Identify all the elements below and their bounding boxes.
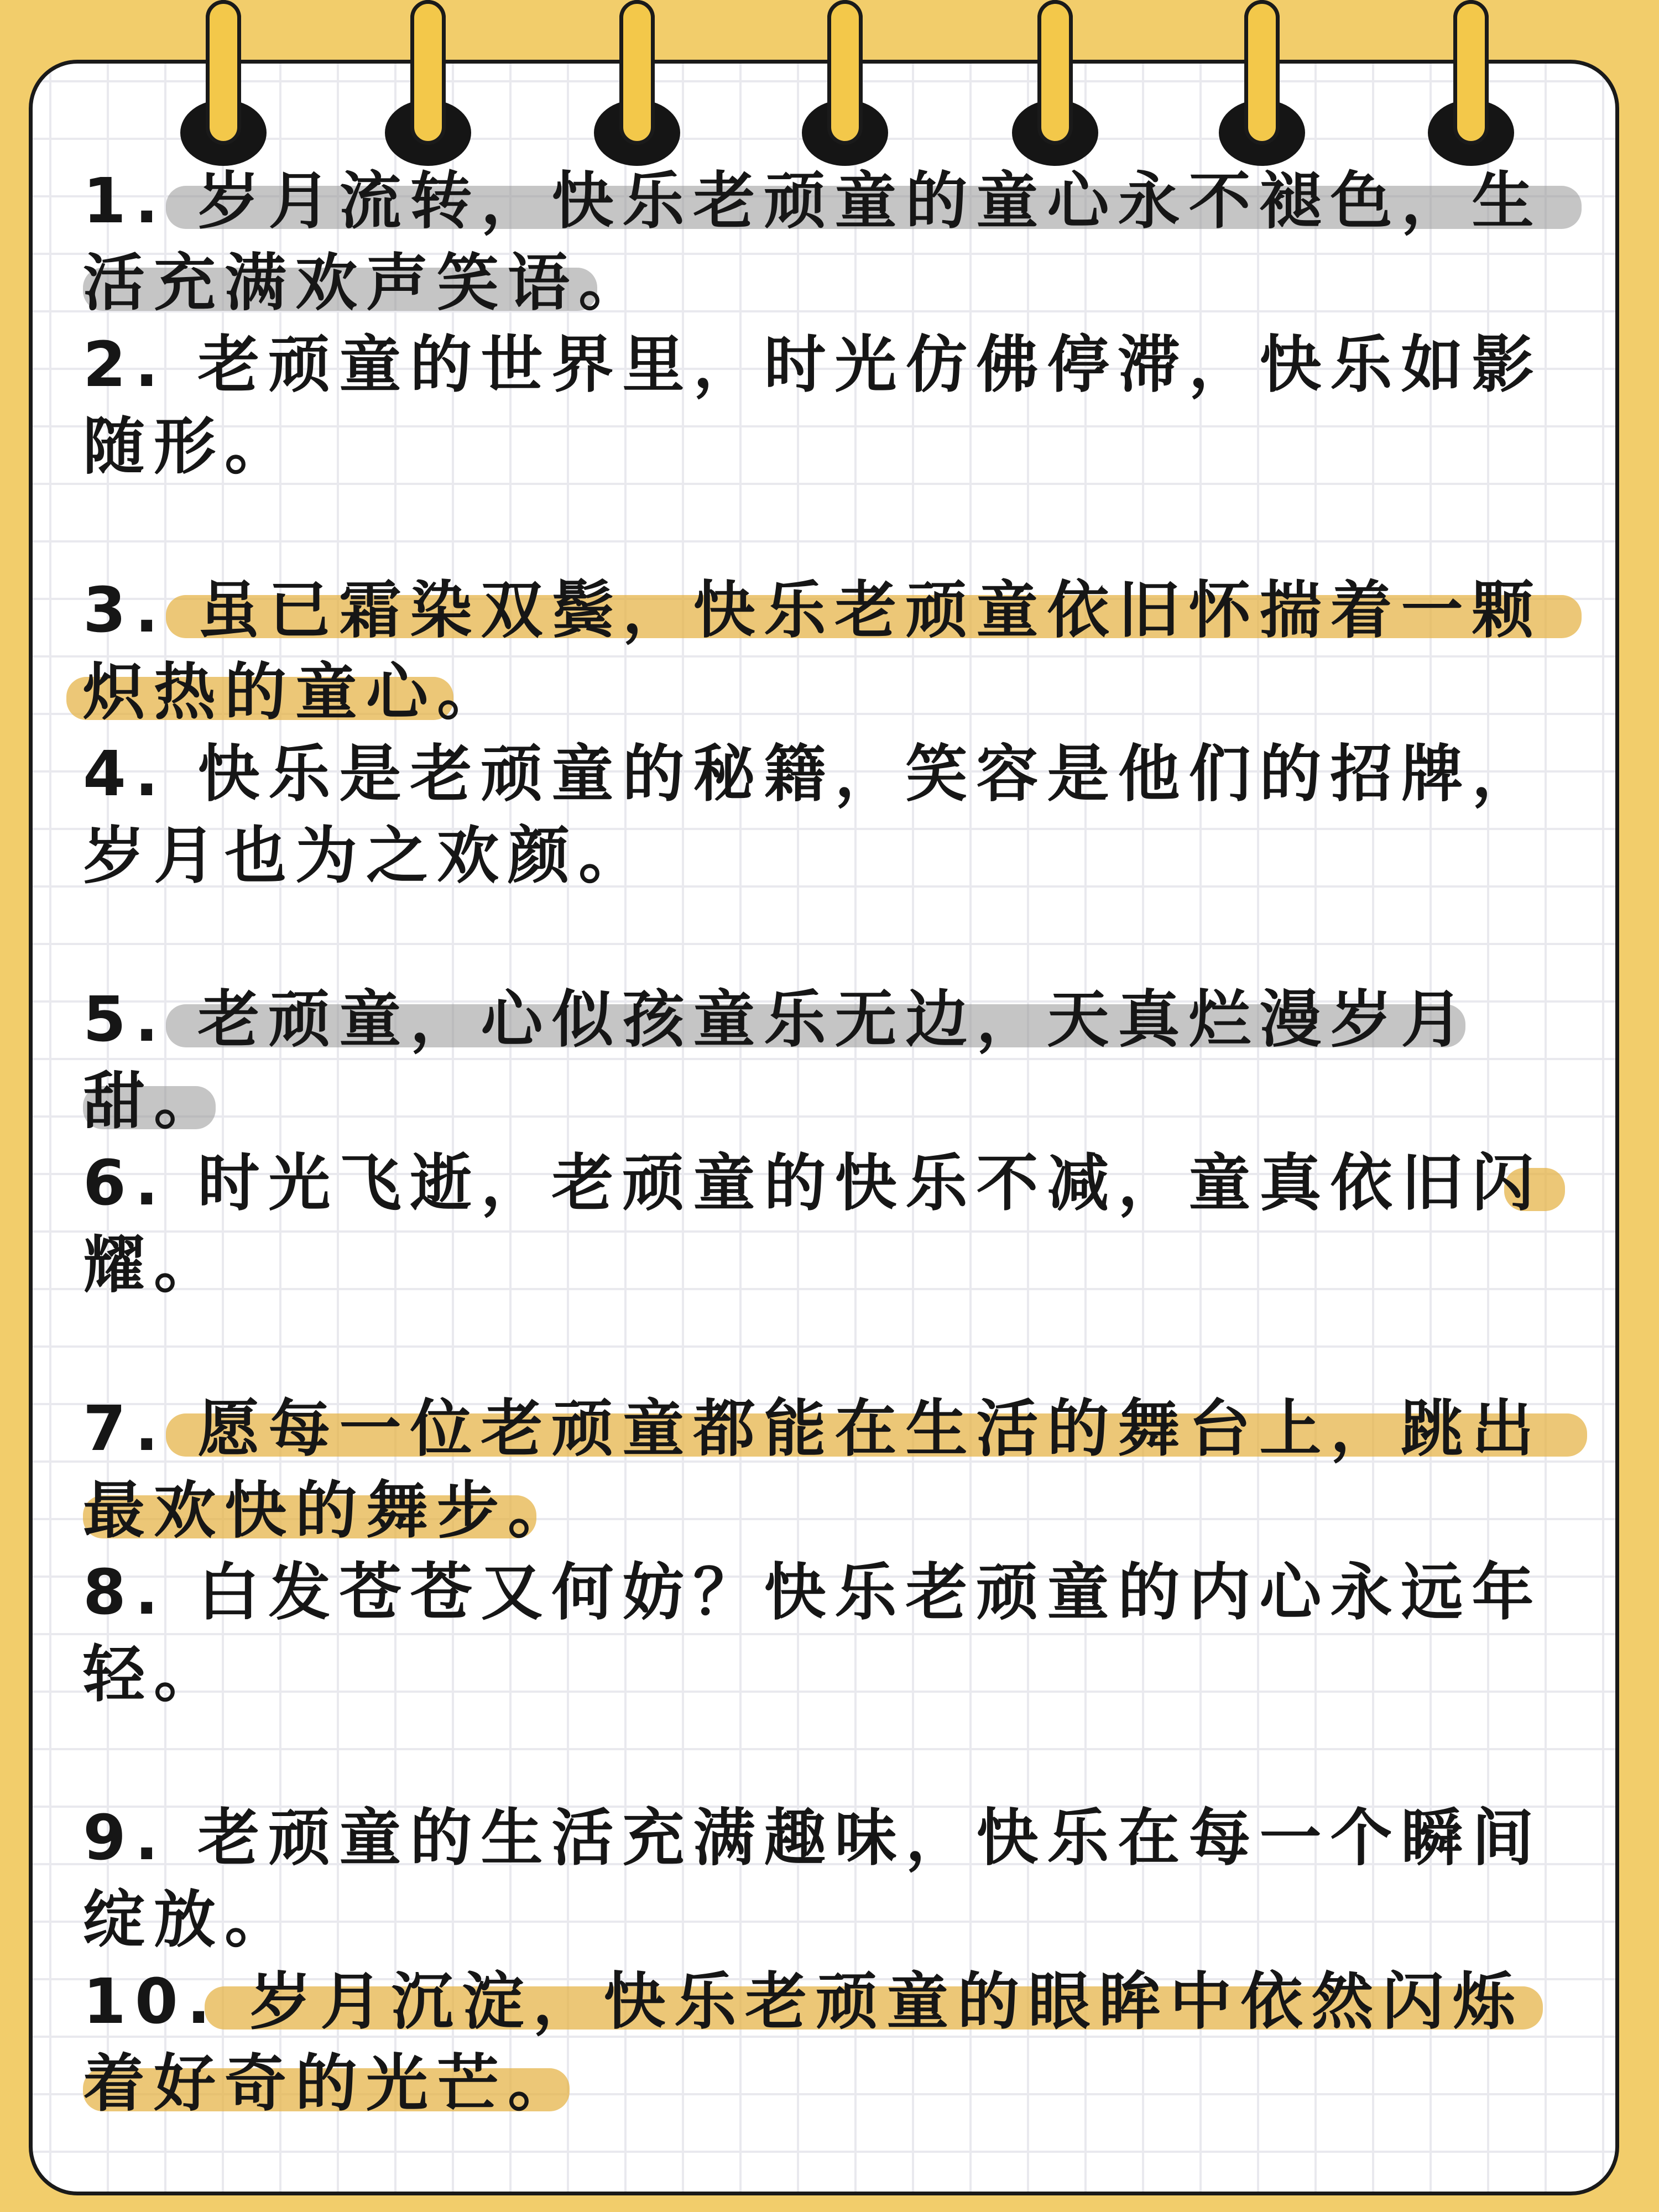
line-text: 3. 虽已霜染双鬓，快乐老顽童依旧怀揣着一颗 [83, 575, 1543, 646]
quote-5-line-1 [83, 979, 1587, 1061]
line-text: 甜。 [83, 1066, 225, 1138]
binder-ring-2-front [400, 0, 456, 166]
quote-8-line-2 [83, 1634, 1587, 1715]
binder-ring-3-front [609, 0, 665, 166]
line-text: 5. 老顽童，心似孩童乐无边，天真烂漫岁月 [83, 984, 1472, 1056]
line-text: 9. 老顽童的生活充满趣味，快乐在每一个瞬间 [83, 1802, 1543, 1874]
quote-9-line-2 [83, 1879, 1587, 1961]
quote-list [83, 160, 1587, 2125]
quote-2-line-1 [83, 324, 1587, 406]
quote-6-line-2 [83, 1224, 1587, 1306]
line-text: 着好奇的光芒。 [83, 2048, 578, 2120]
quote-1-line-1 [83, 160, 1587, 242]
line-text: 活充满欢声笑语。 [83, 247, 649, 319]
line-text: 4. 快乐是老顽童的秘籍，笑容是他们的招牌， [83, 738, 1543, 810]
ring-bar [1244, 0, 1280, 145]
line-text: 绽放。 [83, 1884, 295, 1956]
ring-bar [827, 0, 863, 145]
line-text: 2. 老顽童的世界里，时光仿佛停滞，快乐如影 [83, 329, 1543, 401]
binder-ring-6-front [1234, 0, 1290, 166]
ring-bar [1037, 0, 1073, 145]
line-text: 最欢快的舞步。 [83, 1475, 578, 1547]
quote-4-line-1 [83, 733, 1587, 815]
quote-3-line-2 [83, 651, 1587, 733]
quote-10-line-2 [83, 2043, 1587, 2125]
quote-9-line-1 [83, 1797, 1587, 1879]
binder-ring-4-front [817, 0, 873, 166]
quote-3-line-1 [83, 570, 1587, 651]
line-text: 岁月也为之欢颜。 [83, 820, 649, 892]
quote-2-line-2 [83, 406, 1587, 488]
ring-bar [206, 0, 241, 145]
line-text: 随形。 [83, 411, 295, 483]
ring-bar [410, 0, 446, 145]
line-text: 8. 白发苍苍又何妨？快乐老顽童的内心永远年 [83, 1557, 1543, 1629]
quote-4-line-2 [83, 815, 1587, 897]
quote-10-line-1 [83, 1961, 1587, 2043]
quote-5-line-2 [83, 1061, 1587, 1142]
binder-ring-7-front [1443, 0, 1499, 166]
ring-bar [619, 0, 655, 145]
line-text: 1. 岁月流转，快乐老顽童的童心永不褪色，生 [83, 165, 1543, 237]
quote-8-line-1 [83, 1552, 1587, 1634]
line-text: 轻。 [83, 1639, 225, 1710]
line-text: 6. 时光飞逝，老顽童的快乐不减，童真依旧闪 [83, 1147, 1543, 1219]
ring-bar [1453, 0, 1489, 145]
quote-6-line-1 [83, 1142, 1587, 1224]
line-text: 7. 愿每一位老顽童都能在生活的舞台上，跳出 [83, 1393, 1543, 1465]
quote-7-line-2 [83, 1470, 1587, 1552]
line-text: 10. 岁月沉淀，快乐老顽童的眼眸中依然闪烁 [83, 1966, 1524, 2038]
line-text: 炽热的童心。 [83, 656, 508, 728]
binder-ring-1-front [196, 0, 251, 166]
line-text: 耀。 [83, 1229, 225, 1301]
quote-7-line-1 [83, 1388, 1587, 1470]
binder-ring-5-front [1027, 0, 1083, 166]
quote-1-line-2 [83, 242, 1587, 324]
